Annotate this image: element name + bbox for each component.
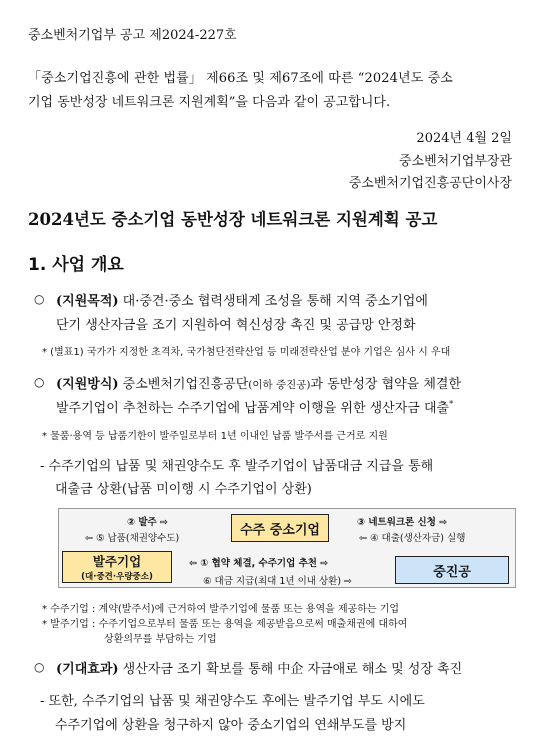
method-note: * 물품·용역 등 납품기한이 발주일로부터 1년 이내인 납품 발주서를 근거로 지원 <box>42 431 388 442</box>
method-text-a: 중소벤처기업진흥공단 <box>118 377 249 392</box>
intro-line-1: 「중소기업진흥에 관한 법률」 제66조 및 제67조에 따른 “2024년도 중소 <box>28 71 453 86</box>
main-title: 2024년도 중소기업 동반성장 네트워크론 지원계획 공고 <box>28 210 438 229</box>
supplier-box <box>231 514 329 542</box>
method-label: (지원방식) <box>56 377 119 392</box>
bullet-circle: ○ <box>34 375 45 389</box>
arrow-loan: ⇦ ④ 대출(생산자금) 실행 <box>359 533 466 544</box>
notice-number: 중소벤처기업부 공고 제2024-227호 <box>28 28 237 43</box>
purpose-line-1 <box>56 290 428 309</box>
definition-supplier: * 수주기업 : 계약(발주서)에 근거하여 발주기업에 물품 또는 용역을 제공하는 기업 <box>42 604 400 615</box>
kosmes-label: 중진공 <box>433 564 471 580</box>
bullet-circle: ○ <box>34 292 45 306</box>
effect-dash-line-2: 수주기업에 상환을 청구하지 않아 중소기업의 연쇄부도를 방지 <box>55 718 407 733</box>
arrow-payment: ⑥ 대금 지급(최대 1년 이내 상환) ⇨ <box>203 576 352 587</box>
purpose-label: (지원목적) <box>56 294 119 309</box>
process-diagram <box>58 508 516 588</box>
effect-dash-line-1: - 또한, 수주기업의 납품 및 채권양수도 후에는 발주기업 부도 시에도 <box>40 694 425 709</box>
method-dash-line-1: - 수주기업의 납품 및 채권양수도 후 발주기업이 납품대금 지급을 통해 <box>40 459 434 474</box>
method-line-2-text: 발주기업이 추천하는 수주기업에 납품계약 이행을 위한 생산자금 대출 <box>56 401 450 416</box>
signer-minister: 중소벤처기업부장관 <box>398 154 512 169</box>
arrow-agreement: ⇦ ① 협약 체결, 수주기업 추천 ⇨ <box>189 558 329 569</box>
purpose-line-2: 단기 생산자금을 조기 지원하여 혁신성장 촉진 및 공급망 안정화 <box>56 318 416 333</box>
purpose-note: * (별표1) 국가가 지정한 초격차, 국가첨단전략산업 등 미래전략산업 분야 기업은 심사 시 우대 <box>42 347 451 358</box>
notice-date: 2024년 4월 2일 <box>416 131 512 146</box>
kosmes-box <box>395 556 509 584</box>
arrow-apply: ③ 네트워크론 신청 ⇨ <box>357 517 448 528</box>
definition-orderer-cont: 상환의무를 부담하는 기업 <box>104 634 217 645</box>
arrow-delivery: ⇦ ⑤ 납품(채권양수도) <box>85 533 180 544</box>
effect-text: 생산자금 조기 확보를 통해 中企 자금애로 해소 및 성장 촉진 <box>118 662 463 677</box>
definition-orderer: * 발주기업 : 수주기업으로부터 물품 또는 용역을 제공받음으로써 매출채권에 대하여 <box>42 619 408 630</box>
bullet-circle: ○ <box>34 660 45 674</box>
method-dash-line-2: 대출금 상환(납품 미이행 시 수주기업이 상환) <box>55 482 312 497</box>
effect-line-1 <box>56 658 462 677</box>
supplier-label: 수주 중소기업 <box>240 522 320 538</box>
method-line-2 <box>56 397 453 416</box>
purpose-text: 대·중견·중소 협력생태계 조성을 통해 지역 중소기업에 <box>118 294 428 309</box>
method-line-1 <box>56 373 461 392</box>
method-text-b: (이하 중진공) <box>248 379 311 391</box>
orderer-box <box>62 551 172 583</box>
orderer-sub-label: (대·중견·우량중소) <box>81 572 153 582</box>
method-text-c: 과 동반성장 협약을 체결한 <box>310 377 462 392</box>
footnote-mark: * <box>449 399 454 409</box>
orderer-label: 발주기업 <box>92 554 142 569</box>
section-heading: 1. 사업 개요 <box>28 255 124 275</box>
effect-label: (기대효과) <box>56 662 119 677</box>
intro-line-2: 기업 동반성장 네트워크론 지원계획”을 다음과 같이 공고합니다. <box>28 95 391 110</box>
signer-kosmes: 중소벤처기업진흥공단이사장 <box>348 176 512 191</box>
arrow-order: ② 발주 ⇨ <box>127 517 168 528</box>
